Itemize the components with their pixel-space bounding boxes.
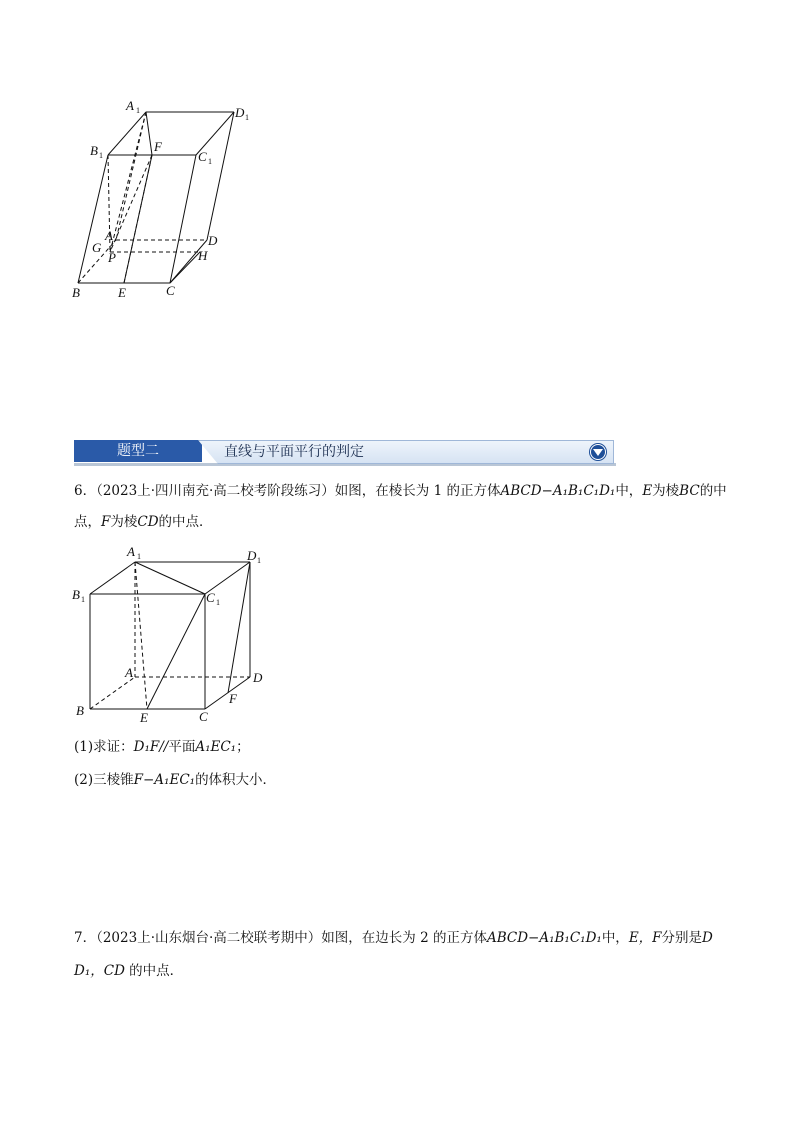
text: 点， — [74, 514, 101, 530]
figure-prism — [70, 95, 270, 310]
label-a: A — [105, 228, 113, 243]
label-b1: B — [72, 587, 80, 602]
text: ； — [236, 739, 250, 755]
math-ef: E，F — [628, 930, 662, 946]
problem6-line1 — [74, 481, 727, 501]
label-sub: 1 — [99, 151, 103, 160]
label-b: B — [72, 285, 80, 300]
text: 的中点． — [158, 514, 213, 530]
text: 中， — [615, 483, 643, 499]
math-bc: BC — [679, 483, 700, 499]
math-d: D — [702, 930, 713, 946]
math-pyramid: F−A₁EC₁ — [133, 772, 196, 788]
label-sub: 1 — [257, 556, 261, 565]
problem7-line1 — [74, 928, 713, 948]
label-sub: 1 — [137, 552, 141, 561]
section-banner — [74, 438, 616, 466]
label-a1: A — [126, 98, 134, 113]
math-e: E — [642, 483, 653, 499]
label-g: G — [92, 240, 102, 255]
text: (1)求证： — [74, 739, 134, 755]
text: 为棱 — [110, 514, 138, 530]
figure-cube — [70, 542, 280, 727]
problem6-line2 — [74, 512, 213, 532]
math-f: F — [101, 514, 111, 530]
label-a1: A — [127, 544, 135, 559]
problem6-cube: ABCD−A₁B₁C₁D₁ — [500, 483, 616, 499]
math-d1-cd: D₁，CD — [74, 963, 125, 979]
label-c1: C — [198, 149, 207, 164]
text: 中， — [601, 930, 629, 946]
label-c: C — [199, 709, 208, 724]
text: 的中点． — [124, 963, 184, 979]
text: 7．（2023上·山东烟台·高二校联考期中）如图，在边长为 2 的正方体 — [74, 930, 487, 946]
chevron-down-circle-icon — [588, 442, 608, 462]
problem7-line2 — [74, 961, 183, 981]
label-sub: 1 — [81, 595, 85, 604]
text: 的体积大小． — [195, 772, 277, 788]
text: (2)三棱锥 — [74, 772, 134, 788]
label-sub: 1 — [245, 113, 249, 122]
label-f: F — [154, 139, 162, 154]
label-d1: D — [247, 548, 257, 563]
section-tag: 题型二 — [74, 440, 202, 462]
label-sub: 1 — [136, 106, 140, 115]
label-e: E — [118, 285, 126, 300]
label-h: H — [198, 248, 208, 263]
label-e: E — [140, 710, 148, 725]
label-sub: 1 — [216, 598, 220, 607]
text: 为棱 — [652, 483, 680, 499]
label-f: F — [229, 691, 237, 706]
problem6-intro: 6．（2023上·四川南充·高二校考阶段练习）如图，在棱长为 1 的正方体 — [74, 483, 501, 499]
label-p: P — [108, 250, 116, 265]
text: 分别是 — [661, 930, 703, 946]
label-d1: D — [235, 105, 245, 120]
label-a: A — [125, 665, 133, 680]
label-d: D — [253, 670, 263, 685]
text: 平面 — [168, 739, 196, 755]
label-sub: 1 — [208, 157, 212, 166]
label-c: C — [166, 283, 175, 298]
label-b1: B — [90, 143, 98, 158]
math-cube: ABCD−A₁B₁C₁D₁ — [486, 930, 602, 946]
math-d1f: D₁F// — [133, 739, 169, 755]
label-b: B — [76, 703, 84, 718]
problem6-q2 — [74, 770, 276, 790]
text: 的中 — [699, 483, 727, 499]
math-plane: A₁EC₁ — [195, 739, 237, 755]
label-c1: C — [206, 590, 215, 605]
section-title: 直线与平面平行的判定 — [224, 444, 364, 460]
math-cd: CD — [137, 514, 159, 530]
label-d: D — [208, 233, 218, 248]
problem6-q1 — [74, 737, 250, 757]
